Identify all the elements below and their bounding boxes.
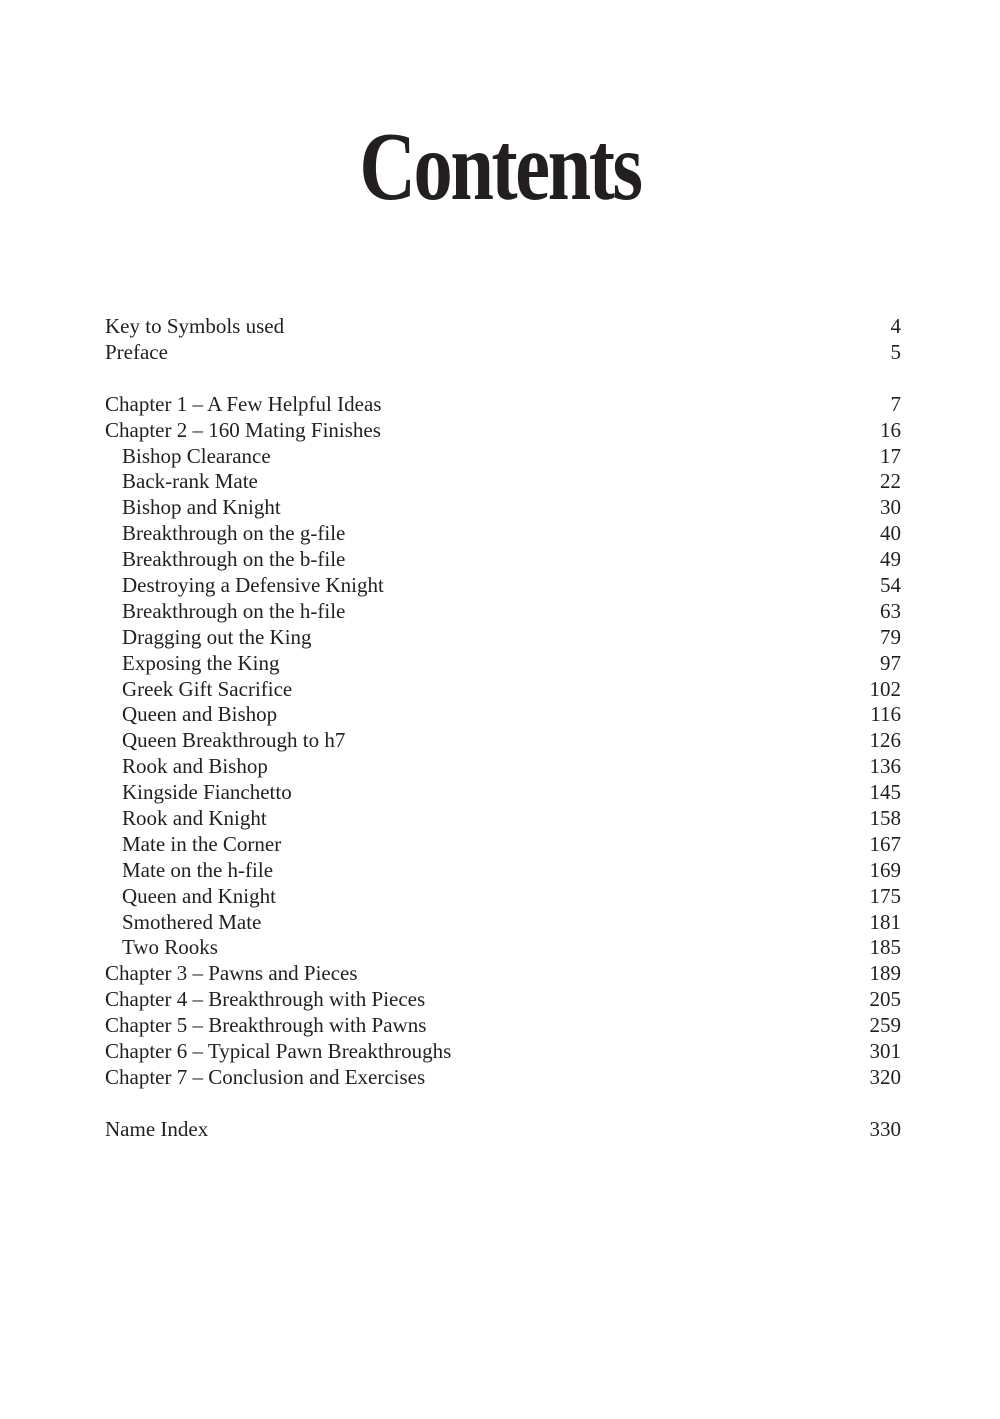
- toc-page-number: 7: [890, 391, 901, 416]
- toc-entry-label: Chapter 7 – Conclusion and Exercises: [105, 1064, 426, 1089]
- toc-subentry[interactable]: [105, 728, 901, 754]
- toc-page-number: 330: [869, 1116, 901, 1141]
- toc-entry-label: Chapter 5 – Breakthrough with Pawns: [105, 1013, 427, 1038]
- toc-page-number: 30: [880, 495, 901, 520]
- toc-entry-label: Key to Symbols used: [105, 314, 285, 338]
- toc-entry-label: Kingside Fianchetto: [122, 780, 292, 805]
- toc-subentry[interactable]: [105, 884, 901, 910]
- toc-entry-label: Queen and Bishop: [122, 702, 278, 727]
- toc-entry-label: Mate on the h-file: [122, 857, 274, 882]
- toc-page-number: 189: [869, 961, 901, 986]
- toc-subentry[interactable]: [105, 521, 901, 547]
- toc-entry[interactable]: [105, 1065, 901, 1091]
- toc-entry[interactable]: [105, 392, 901, 418]
- toc-entry-label: Rook and Knight: [122, 806, 267, 831]
- toc-subentry[interactable]: [105, 832, 901, 858]
- toc-subentry[interactable]: [105, 935, 901, 961]
- toc-page-number: 49: [880, 547, 901, 572]
- toc-page-number: 4: [890, 314, 901, 338]
- toc-page-number: 22: [880, 469, 901, 494]
- toc-page-number: 16: [880, 417, 901, 442]
- toc-entry-label: Breakthrough on the b-file: [122, 547, 346, 572]
- toc-entry-label: Chapter 1 – A Few Helpful Ideas: [105, 391, 382, 416]
- toc-subentry[interactable]: [105, 910, 901, 936]
- table-of-contents: [105, 314, 901, 1169]
- toc-entry-label: Mate in the Corner: [122, 831, 282, 856]
- toc-front-matter: [105, 314, 901, 366]
- toc-page-number: 116: [870, 702, 901, 727]
- toc-entry-label: Greek Gift Sacrifice: [122, 676, 293, 701]
- toc-entry-label: Chapter 2 – 160 Mating Finishes: [105, 417, 381, 442]
- toc-subentry[interactable]: [105, 806, 901, 832]
- toc-page-number: 17: [880, 443, 901, 468]
- toc-entry-label: Queen and Knight: [122, 883, 276, 908]
- toc-page-number: 145: [869, 780, 901, 805]
- toc-page-number: 40: [880, 521, 901, 546]
- toc-page-number: 102: [869, 676, 901, 701]
- toc-subentry[interactable]: [105, 858, 901, 884]
- toc-entry-label: Exposing the King: [122, 650, 280, 675]
- toc-entry[interactable]: [105, 340, 901, 366]
- toc-subentry[interactable]: [105, 495, 901, 521]
- toc-subentry[interactable]: [105, 547, 901, 573]
- toc-entry-label: Two Rooks: [122, 935, 218, 960]
- toc-page-number: 185: [869, 935, 901, 960]
- toc-page-number: 63: [880, 598, 901, 623]
- toc-entry-label: Chapter 6 – Typical Pawn Breakthroughs: [105, 1039, 452, 1064]
- toc-subentry[interactable]: [105, 625, 901, 651]
- toc-page-number: 259: [869, 1013, 901, 1038]
- toc-page-number: 169: [869, 857, 901, 882]
- toc-page-number: 5: [890, 339, 901, 364]
- toc-back-matter: [105, 1117, 901, 1143]
- toc-page-number: 167: [869, 831, 901, 856]
- toc-entry-label: Bishop Clearance: [122, 443, 271, 468]
- toc-entry[interactable]: [105, 987, 901, 1013]
- toc-entry[interactable]: [105, 1117, 901, 1143]
- toc-page-number: 301: [869, 1039, 901, 1064]
- toc-page-number: 126: [869, 728, 901, 753]
- toc-entry[interactable]: [105, 961, 901, 987]
- toc-entry-label: Rook and Bishop: [122, 754, 268, 779]
- toc-entry-label: Destroying a Defensive Knight: [122, 573, 384, 598]
- toc-subentry[interactable]: [105, 573, 901, 599]
- toc-subentry[interactable]: [105, 599, 901, 625]
- toc-entry-label: Bishop and Knight: [122, 495, 281, 520]
- toc-page-number: 181: [869, 909, 901, 934]
- toc-entry[interactable]: [105, 314, 901, 340]
- toc-entry-label: Name Index: [105, 1116, 209, 1141]
- page-title: Contents: [359, 113, 641, 221]
- toc-subentry[interactable]: [105, 651, 901, 677]
- toc-subentry[interactable]: [105, 780, 901, 806]
- toc-subentry[interactable]: [105, 677, 901, 703]
- toc-entry-label: Breakthrough on the g-file: [122, 521, 346, 546]
- toc-page-number: 136: [869, 754, 901, 779]
- toc-page-number: 175: [869, 883, 901, 908]
- toc-subentry[interactable]: [105, 754, 901, 780]
- toc-entry[interactable]: [105, 418, 901, 444]
- toc-subentry[interactable]: [105, 702, 901, 728]
- toc-chapters: [105, 392, 901, 1091]
- toc-page-number: 54: [880, 573, 901, 598]
- toc-page-number: 205: [869, 987, 901, 1012]
- toc-entry-label: Dragging out the King: [122, 624, 312, 649]
- toc-entry[interactable]: [105, 1039, 901, 1065]
- toc-entry-label: Back-rank Mate: [122, 469, 258, 494]
- toc-entry-label: Smothered Mate: [122, 909, 262, 934]
- toc-subentry[interactable]: [105, 444, 901, 470]
- toc-page-number: 320: [869, 1064, 901, 1089]
- toc-page-number: 79: [880, 624, 901, 649]
- toc-entry-label: Chapter 3 – Pawns and Pieces: [105, 961, 358, 986]
- toc-page-number: 158: [869, 806, 901, 831]
- toc-subentry[interactable]: [105, 469, 901, 495]
- toc-page-number: 97: [880, 650, 901, 675]
- toc-entry-label: Chapter 4 – Breakthrough with Pieces: [105, 987, 426, 1012]
- toc-entry-label: Breakthrough on the h-file: [122, 598, 346, 623]
- toc-entry-label: Queen Breakthrough to h7: [122, 728, 346, 753]
- toc-entry[interactable]: [105, 1013, 901, 1039]
- toc-entry-label: Preface: [105, 339, 168, 364]
